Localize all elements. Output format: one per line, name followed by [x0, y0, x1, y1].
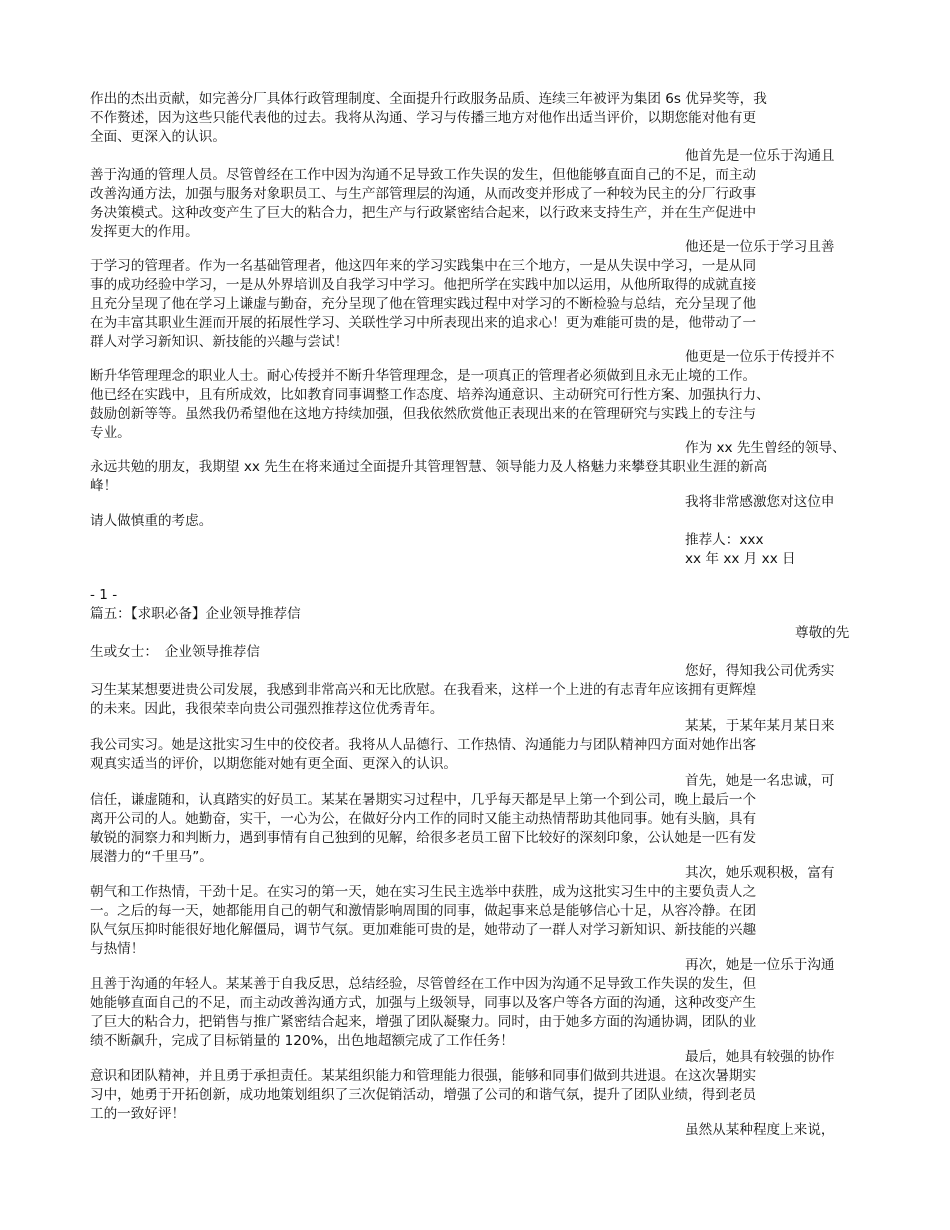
paragraph-line: 展潜力的“千里马”。: [90, 849, 213, 865]
paragraph-line: 峰！: [90, 478, 118, 494]
paragraph-line: 且善于沟通的年轻人。某某善于自我反思，总结经验，尽管曾经在工作中因为沟通不足导致工作失误的发生，但: [90, 976, 757, 992]
paragraph-lead: 某某，于某年某月某日来: [685, 718, 835, 734]
paragraph-lead: 虽然从某种程度上来说，: [685, 1122, 835, 1138]
paragraph-line: 永远共勉的朋友，我期望 xx 先生在将来通过全面提升其管理智慧、领导能力及人格魅力来攀登其职业生涯的新高: [90, 459, 768, 475]
paragraph-line: 的未来。因此，我很荣幸向贵公司强烈推荐这位优秀青年。: [90, 701, 444, 717]
paragraph-line: 善于沟通的管理人员。尽管曾经在工作中因为沟通不足导致工作失误的发生，但他能够直面自己的不足，而主动: [90, 167, 757, 183]
paragraph-line: 作出的杰出贡献，如完善分厂具体行政管理制度、全面提升行政服务品质、连续三年被评为集团 6s 优异奖等，我: [90, 91, 767, 107]
paragraph-lead: 我将非常感激您对这位申: [685, 494, 835, 510]
paragraph-lead: 作为 xx 先生曾经的领导、: [685, 440, 846, 456]
paragraph-line: 她能够直面自己的不足，而主动改善沟通方式，加强与上级领导，同事以及客户等各方面的沟通，这种改变产生: [90, 995, 757, 1011]
page-number: - 1 -: [90, 587, 118, 603]
section-title: 篇五：【求职必备】企业领导推荐信: [90, 606, 301, 622]
paragraph-line: 习生某某想要进贵公司发展，我感到非常高兴和无比欣慰。在我看来，这样一个上进的有志青年应该拥有更辉煌: [90, 682, 757, 698]
paragraph-line: 朝气和工作热情，干劲十足。在实习的第一天，她在实习生民主选举中获胜，成为这批实习生中的主要负责人之: [90, 884, 757, 900]
paragraph-line: 且充分呈现了他在学习上谦虚与勤奋，充分呈现了他在管理实践过程中对学习的不断检验与总结，充分呈现了他: [90, 296, 757, 312]
paragraph-line: 改善沟通方法，加强与服务对象职员工、与生产部管理层的沟通，从而改变并形成了一种较为民主的分厂行政事: [90, 186, 757, 202]
salutation-lead: 尊敬的先: [795, 625, 850, 641]
paragraph-line: 观真实适当的评价，以期您能对她有更全面、更深入的认识。: [90, 756, 458, 772]
paragraph-line: 绩不断飙升，完成了目标销量的 120%，出色地超额完成了工作任务！: [90, 1033, 514, 1049]
paragraph-lead: 首先，她是一名忠诚，可: [685, 773, 835, 789]
paragraph-line: 工的一致好评！: [90, 1106, 186, 1122]
paragraph-line: 一。之后的每一天，她都能用自己的朝气和激情影响周围的同事，做起事来总是能够信心十足，从容冷静。在团: [90, 903, 757, 919]
paragraph-line: 全面、更深入的认识。: [90, 129, 226, 145]
paragraph-line: 务决策模式。这种改变产生了巨大的粘合力，把生产与行政紧密结合起来，以行政来支持生产，并在生产促进中: [90, 205, 757, 221]
paragraph-lead: 最后，她具有较强的协作: [685, 1049, 835, 1065]
paragraph-lead: 他更是一位乐于传授并不: [685, 349, 835, 365]
paragraph-line: 请人做慎重的考虑。: [90, 513, 213, 529]
paragraph-line: 在为丰富其职业生涯而开展的拓展性学习、关联性学习中所表现出来的追求心！更为难能可贵的是，他带动了一: [90, 315, 757, 331]
paragraph-line: 于学习的管理者。作为一名基础管理者，他这四年来的学习实践集中在三个地方，一是从失误中学习，一是从同: [90, 258, 757, 274]
paragraph-line: 不作赘述，因为这些只能代表他的过去。我将从沟通、学习与传播三地方对他作出适当评价，以期您能对他有更: [90, 110, 757, 126]
paragraph-line: 发挥更大的作用。: [90, 224, 199, 240]
paragraph-line: 与热情！: [90, 941, 145, 957]
paragraph-line: 群人对学习新知识、新技能的兴趣与尝试！: [90, 334, 349, 350]
paragraph-lead: 再次，她是一位乐于沟通: [685, 957, 835, 973]
paragraph-line: 敏锐的洞察力和判断力，遇到事情有自己独到的见解，给很多老员工留下比较好的深刻印象，公认她是一匹有发: [90, 830, 757, 846]
paragraph-line: 断升华管理理念的职业人士。耐心传授并不断升华管理理念，是一项真正的管理者必须做到且永无止境的工作。: [90, 368, 757, 384]
paragraph-line: 信任，谦虚随和，认真踏实的好员工。某某在暑期实习过程中，几乎每天都是早上第一个到公司，晚上最后一个: [90, 792, 757, 808]
paragraph-line: 事的成功经验中学习，一是从外界培训及自我学习中学习。他把所学在实践中加以运用，从他所取得的成就直接: [90, 277, 757, 293]
paragraph-lead: 他还是一位乐于学习且善: [685, 239, 835, 255]
paragraph-line: 他已经在实践中，且有所成效，比如教育同事调整工作态度、培养沟通意识、主动研究可行性方案、加强执行力、: [90, 387, 770, 403]
paragraph-lead: 其次，她乐观积极，富有: [685, 865, 835, 881]
paragraph-line: 队气氛压抑时能很好地化解僵局，调节气氛。更加难能可贵的是，她带动了一群人对学习新知识、新技能的兴趣: [90, 922, 757, 938]
paragraph-line: 习中，她勇于开拓创新，成功地策划组织了三次促销活动，增强了公司的和谐气氛，提升了团队业绩，得到老员: [90, 1087, 757, 1103]
paragraph-lead: 他首先是一位乐于沟通且: [685, 148, 835, 164]
paragraph-line: 了巨大的粘合力，把销售与推广紧密结合起来，增强了团队凝聚力。同时，由于她多方面的沟通协调，团队的业: [90, 1014, 757, 1030]
salutation-line: 生或女士： 企业领导推荐信: [90, 644, 260, 660]
signature-date: xx 年 xx 月 xx 日: [685, 551, 796, 567]
paragraph-line: 意识和团队精神，并且勇于承担责任。某某组织能力和管理能力很强，能够和同事们做到共进退。在这次暑期实: [90, 1068, 757, 1084]
paragraph-lead: 您好，得知我公司优秀实: [685, 663, 835, 679]
signature-recommender: 推荐人：xxx: [685, 532, 764, 548]
paragraph-line: 鼓励创新等等。虽然我仍希望他在这地方持续加强，但我依然欣赏他正表现出来的在管理研究与实践上的专注与: [90, 406, 757, 422]
paragraph-line: 我公司实习。她是这批实习生中的佼佼者。我将从人品德行、工作热情、沟通能力与团队精神四方面对她作出客: [90, 737, 757, 753]
paragraph-line: 专业。: [90, 425, 131, 441]
paragraph-line: 离开公司的人。她勤奋，实干，一心为公，在做好分内工作的同时又能主动热情帮助其他同事。她有头脑，具有: [90, 811, 757, 827]
